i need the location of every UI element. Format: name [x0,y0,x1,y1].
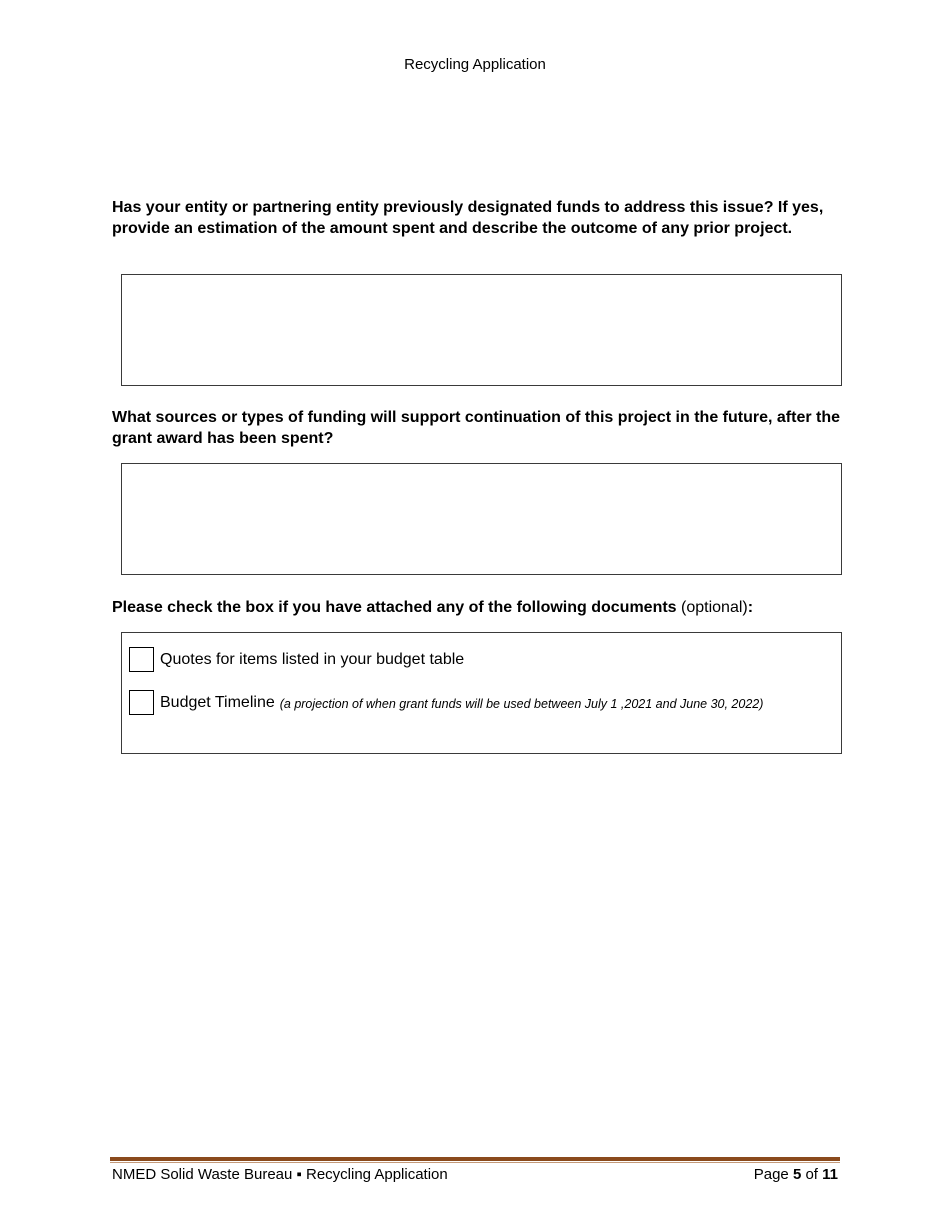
documents-prompt [112,597,842,618]
document-item-quotes [129,647,464,672]
documents-prompt-bold: Please check the box if you have attached any of the following documents [112,599,677,616]
question-prior-funds: Has your entity or partnering entity previously designated funds to address this issue? If yes, provide an estimation of the amount spent and describe the outcome of any prior project. [112,199,824,237]
documents-checklist [121,632,842,754]
document-item-budget-timeline [129,690,763,715]
footer-rule [110,1157,840,1161]
page-header-title: Recycling Application [404,56,546,73]
page-current: 5 [792,1166,802,1183]
answer-box-future-funding[interactable] [121,463,842,575]
quotes-label: Quotes for items listed in your budget table [160,650,465,668]
budget-timeline-checkbox[interactable] [129,690,154,715]
page-total: 11 [822,1166,838,1183]
documents-prompt-colon: : [747,599,754,616]
answer-box-prior-funds[interactable] [121,274,842,386]
budget-timeline-note: (a projection of when grant funds will be used between July 1 ,2021 and June 30, 2022) [279,696,764,711]
footer-rule-thin [110,1162,840,1163]
page-prefix: Page [753,1166,789,1183]
page-of: of [805,1166,818,1183]
budget-timeline-label: Budget Timeline [160,693,275,711]
quotes-checkbox[interactable] [129,647,154,672]
question-future-funding: What sources or types of funding will support continuation of this project in the future, after the grant award has been spent? [112,409,841,447]
footer-page-number [754,1166,838,1183]
footer-left-text: NMED Solid Waste Bureau ▪ Recycling Application [112,1166,448,1183]
documents-prompt-optional: (optional) [681,599,748,616]
